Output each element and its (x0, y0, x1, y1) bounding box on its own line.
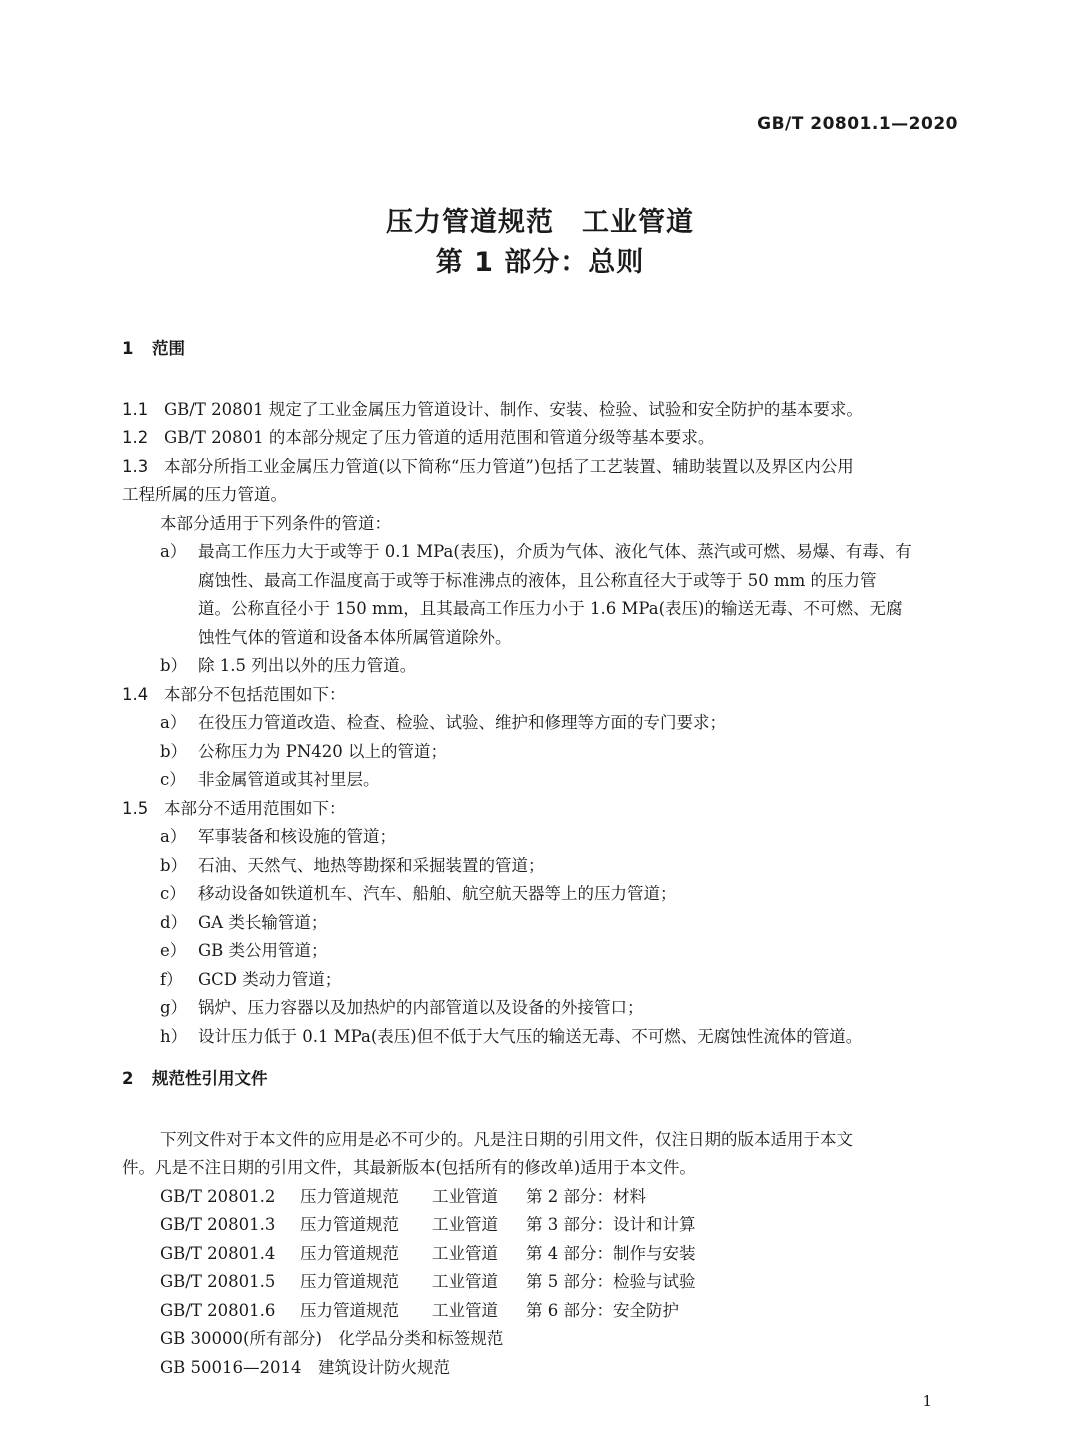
clause-1-4: 1.4 本部分不包括范围如下： (122, 684, 346, 704)
clause-1-3-cont: 工程所属的压力管道。 (122, 485, 287, 504)
list-item: b） 石油、天然气、地热等勘探和采掘装置的管道； (160, 855, 545, 875)
list-item-cont: 蚀性气体的管道和设备本体所属管道除外。 (198, 627, 512, 647)
section-2-heading: 2 规范性引用文件 (122, 1069, 268, 1088)
section-1-heading: 1 范围 (122, 339, 185, 358)
reference-item: GB 30000(所有部分) 化学品分类和标签规范 (160, 1329, 504, 1348)
clause-1-3-intro: 本部分适用于下列条件的管道： (160, 513, 391, 533)
page-number: 1 (922, 1392, 932, 1410)
document-body (122, 335, 958, 1382)
reference-item: GB/T 20801.3 压力管道规范 工业管道 第 3 部分：设计和计算 (160, 1215, 696, 1234)
list-item-cont: 道。公称直径小于 150 mm，且其最高工作压力小于 1.6 MPa(表压)的输送无毒、不可燃、无腐 (198, 599, 903, 618)
reference-item: GB/T 20801.2 压力管道规范 工业管道 第 2 部分：材料 (160, 1186, 646, 1206)
clause-1-5: 1.5 本部分不适用范围如下： (122, 798, 346, 818)
clause-1-2: 1.2 GB/T 20801 的本部分规定了压力管道的适用范围和管道分级等基本要求。 (122, 428, 715, 447)
title-line-2: 第 1 部分：总则 (435, 247, 645, 278)
reference-item: GB/T 20801.4 压力管道规范 工业管道 第 4 部分：制作与安装 (160, 1243, 696, 1263)
list-item: e） GB 类公用管道； (160, 941, 328, 960)
list-item: h） 设计压力低于 0.1 MPa(表压)但不低于大气压的输送无毒、不可燃、无腐蚀性流体的管道。 (160, 1026, 863, 1046)
reference-item: GB/T 20801.6 压力管道规范 工业管道 第 6 部分：安全防护 (160, 1300, 679, 1320)
standard-code: GB/T 20801.1—2020 (757, 114, 958, 134)
list-item-cont: 腐蚀性、最高工作温度高于或等于标准沸点的液体，且公称直径大于或等于 50 mm 的压力管 (198, 570, 877, 590)
list-item: a） 军事装备和核设施的管道； (160, 827, 396, 846)
title-line-1: 压力管道规范 工业管道 (386, 207, 694, 238)
reference-item: GB/T 20801.5 压力管道规范 工业管道 第 5 部分：检验与试验 (160, 1272, 696, 1291)
clause-1-3: 1.3 本部分所指工业金属压力管道(以下简称“压力管道”)包括了工艺装置、辅助装置以及界区内公用 (122, 456, 854, 476)
list-item: a） 最高工作压力大于或等于 0.1 MPa(表压)，介质为气体、液化气体、蒸汽或可燃、易爆、有毒、有 (160, 542, 912, 561)
section-2-para: 下列文件对于本文件的应用是必不可少的。凡是注日期的引用文件，仅注日期的版本适用于本文 (160, 1129, 853, 1149)
list-item: b） 除 1.5 列出以外的压力管道。 (160, 656, 417, 675)
list-item: d） GA 类长输管道； (160, 912, 328, 932)
list-item: a） 在役压力管道改造、检查、检验、试验、维护和修理等方面的专门要求； (160, 713, 726, 732)
document-title (0, 203, 1080, 283)
list-item: f） GCD 类动力管道； (160, 969, 342, 989)
list-item: c） 移动设备如铁道机车、汽车、船舶、航空航天器等上的压力管道； (160, 884, 677, 903)
reference-item: GB 50016—2014 建筑设计防火规范 (160, 1357, 451, 1377)
list-item: b） 公称压力为 PN420 以上的管道； (160, 741, 448, 761)
clause-1-1: 1.1 GB/T 20801 规定了工业金属压力管道设计、制作、安装、检验、试验和安全防护的基本要求。 (122, 399, 863, 419)
list-item: c） 非金属管道或其衬里层。 (160, 770, 380, 789)
list-item: g） 锅炉、压力容器以及加热炉的内部管道以及设备的外接管口； (160, 998, 644, 1017)
section-2-para-cont: 件。凡是不注日期的引用文件，其最新版本(包括所有的修改单)适用于本文件。 (122, 1158, 696, 1177)
